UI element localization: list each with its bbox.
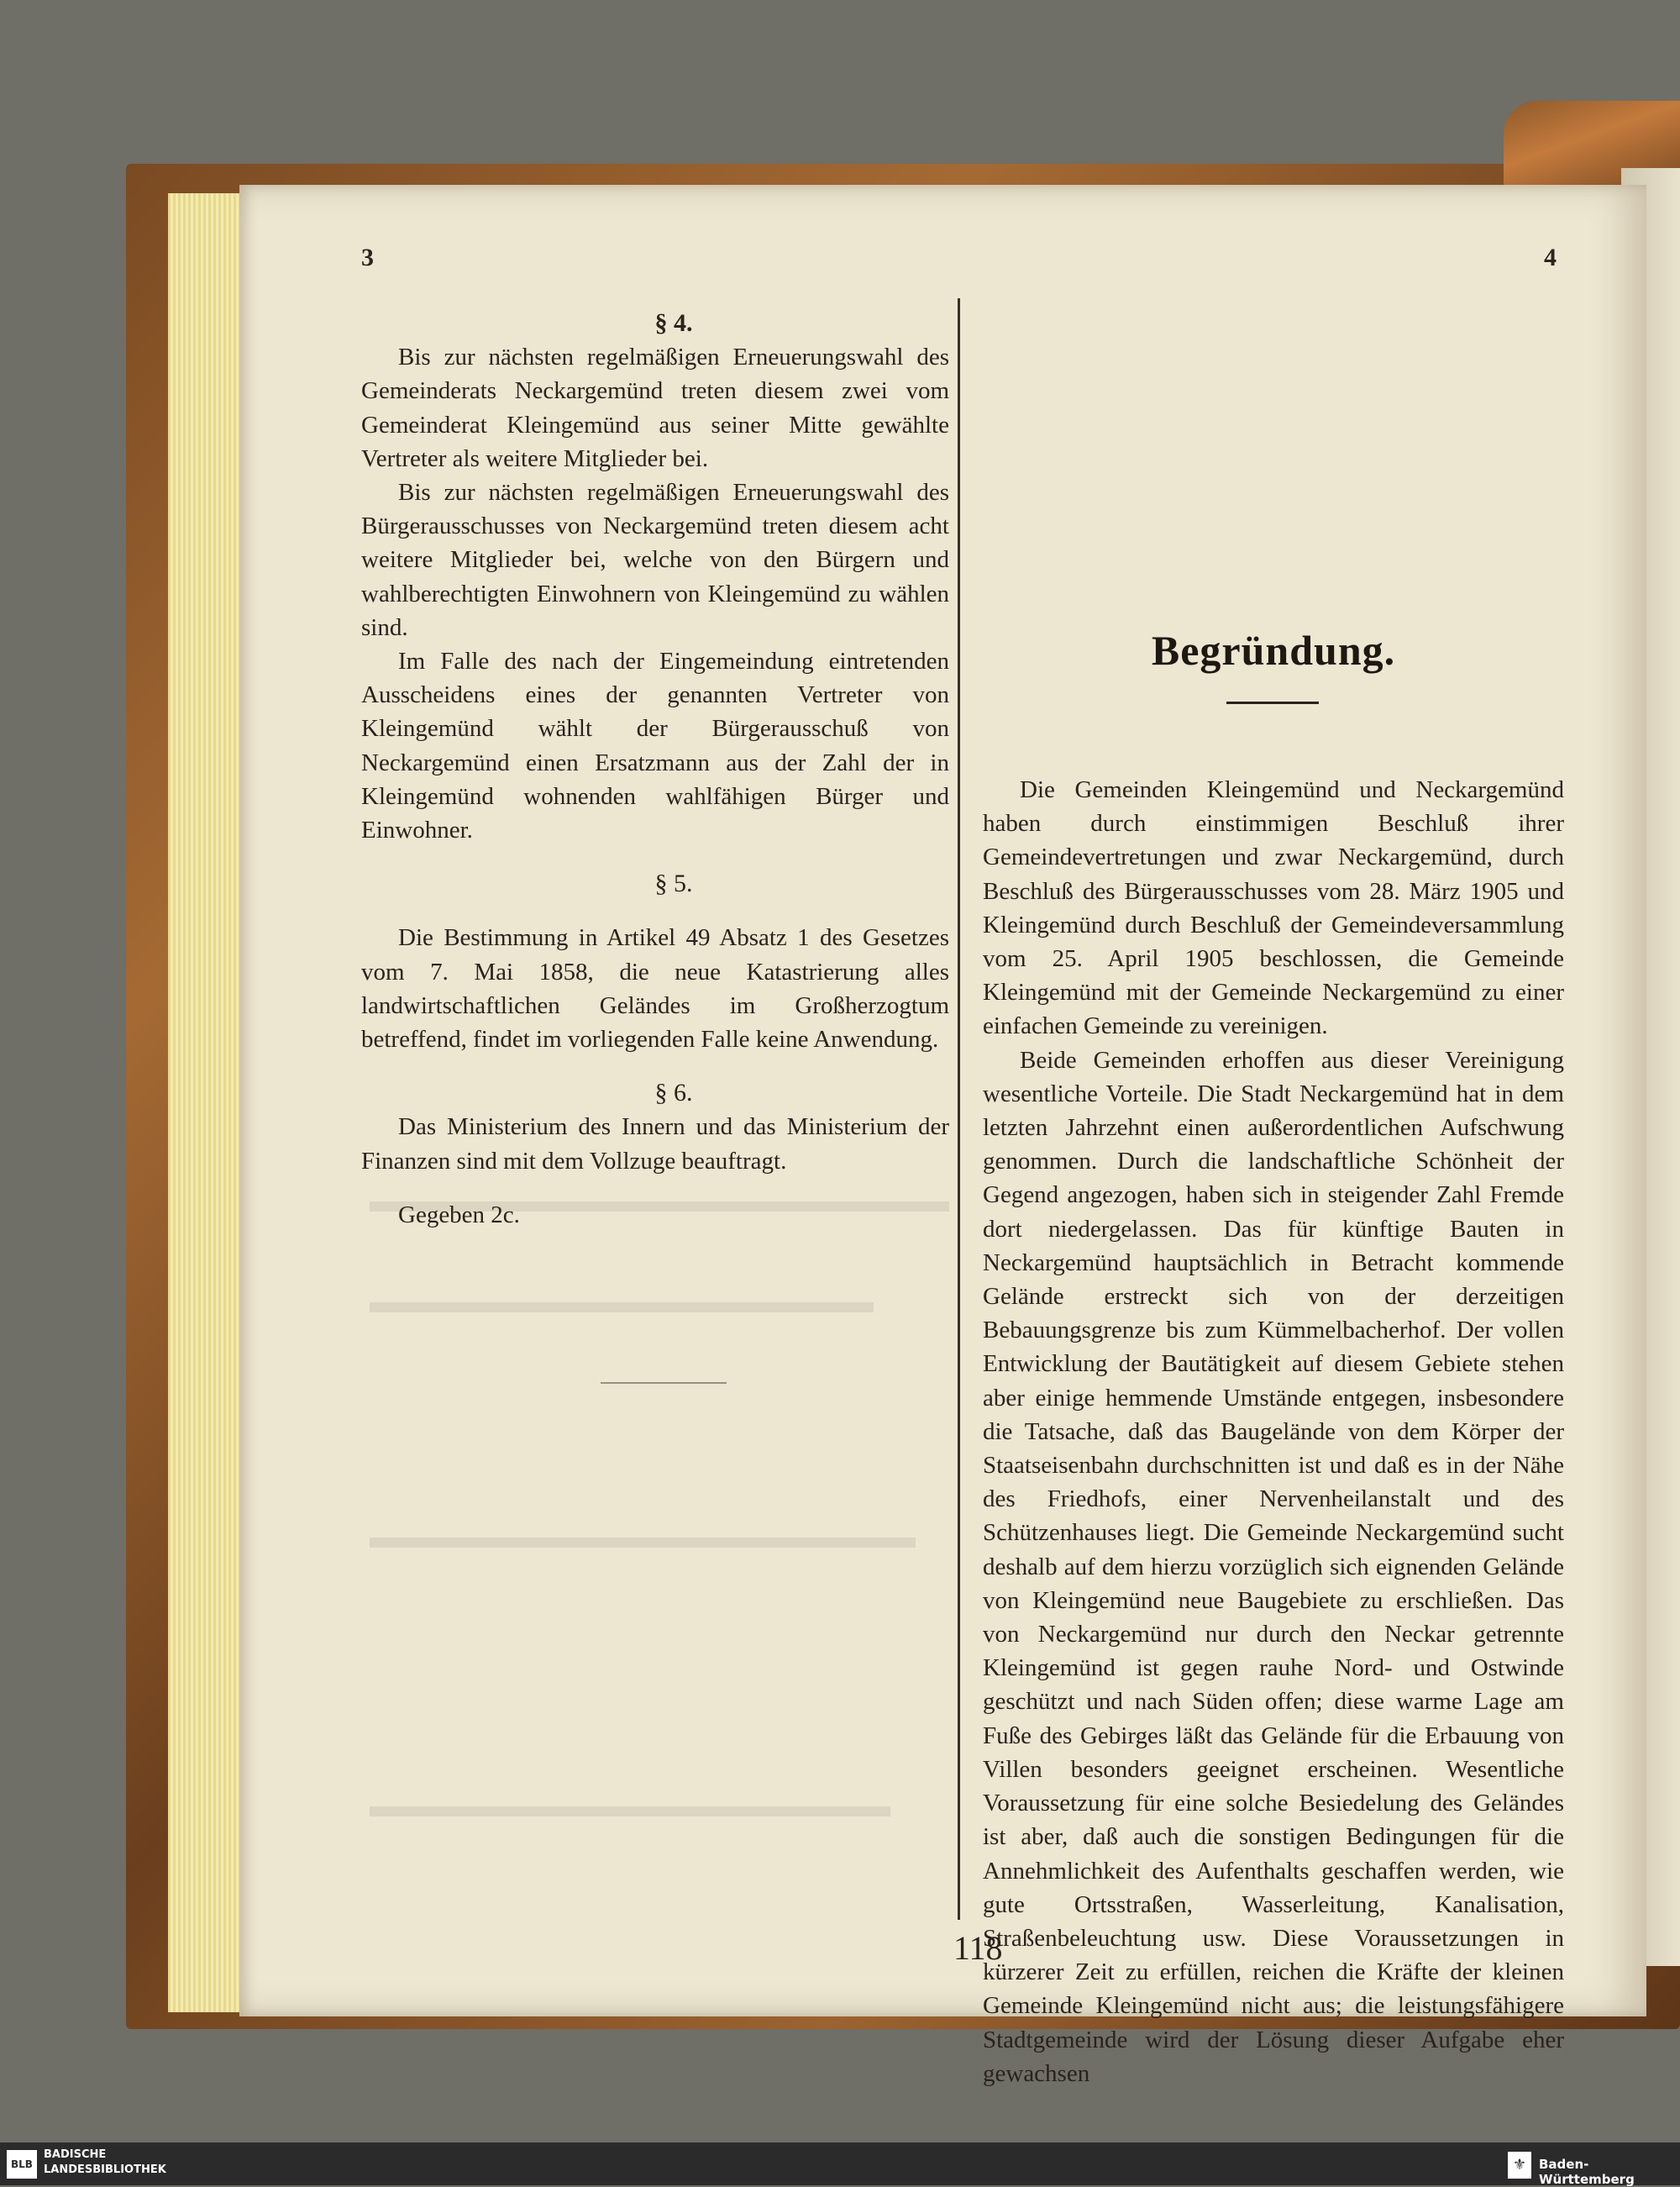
given-line: Gegeben 2c. bbox=[398, 1201, 520, 1228]
folio-number: 118 bbox=[953, 1929, 1003, 1967]
spacer bbox=[361, 847, 949, 867]
section-4-paragraph-1: Bis zur nächsten regelmäßigen Erneuerungswahl des Gemeinderats Neckargemünd treten diesem zwei vom Gemeinderat Kleingemünd aus seiner Mitte gewählte Vertreter als weitere Mitglieder bei. bbox=[361, 344, 949, 472]
section-6-heading: § 6. bbox=[654, 1079, 693, 1107]
section-4-heading: § 4. bbox=[654, 309, 693, 337]
right-column bbox=[983, 773, 1564, 2090]
section-5-heading: § 5. bbox=[654, 870, 693, 898]
library-name-line-1: BADISCHE bbox=[44, 2148, 107, 2161]
title-underline bbox=[1226, 702, 1319, 704]
spacer bbox=[361, 901, 949, 921]
bleed-through-mark bbox=[370, 1806, 890, 1816]
left-column bbox=[361, 307, 949, 1232]
section-4-paragraph-2: Bis zur nächsten regelmäßigen Erneuerungswahl des Bürgerausschusses von Neckargemünd treten diesem acht weitere Mitglieder bei, welche von den Bürgern und wahlberechtigten Einwohnern von Kleingemünd zu wählen sind. bbox=[361, 479, 949, 641]
column-divider bbox=[958, 298, 960, 1920]
spacer bbox=[361, 1056, 949, 1076]
state-name: Baden-Württemberg bbox=[1539, 2157, 1635, 2187]
library-name-line-2: LANDESBIBLIOTHEK bbox=[44, 2163, 166, 2176]
section-title: Begründung. bbox=[1151, 627, 1396, 674]
bleed-through-mark bbox=[370, 1302, 874, 1312]
section-4-paragraph-3: Im Falle des nach der Eingemeindung eintretenden Ausscheidens eines der genannten Vertreter von Kleingemünd wählt der Bürgerausschuß von Neckargemünd einen Ersatzmann aus der Zahl der in Kleingemünd wohnenden wahlfähigen Bürger und Einwohner. bbox=[361, 648, 949, 844]
justification-paragraph-1: Die Gemeinden Kleingemünd und Neckargemünd haben durch einstimmigen Beschluß ihrer Gemeindevertretungen und zwar Neckargemünd, durch Beschluß des Bürgerausschusses vom 28. März 1905 und Kleingemünd durch Beschluß der Gemeindeversammlung vom 25. April 1905 beschlossen, die Gemeinde Kleingemünd mit der Gemeinde Neckargemünd zu einer einfachen Gemeinde zu vereinigen. bbox=[983, 776, 1564, 1040]
library-name bbox=[44, 2148, 166, 2178]
spacer bbox=[361, 1178, 949, 1198]
justification-paragraph-2: Beide Gemeinden erhoffen aus dieser Vereinigung wesentliche Vorteile. Die Stadt Neckargemünd hat in dem letzten Jahrzehnt einen außerordentlichen Aufschwung genommen. Durch die landschaftliche Schönheit der Gegend angezogen, haben sich in steigender Zahl Fremde dort niedergelassen. Das für künftige Bauten in Neckargemünd hauptsächlich in Betracht kommende Gelände erstreckt sich von der derzeitigen Bebauungsgrenze bis zum Kümmelbacherhof. Der vollen Entwicklung der Bautätigkeit auf diesem Gebiete stehen aber einige hemmende Umstände entgegen, insbesondere die Tatsache, daß das Baugelände von dem Körper der Staatseisenbahn durchschnitten ist und daß es in der Nähe des Friedhofs, einer Nervenheilanstalt und des Schützenhauses liegt. Die Gemeinde Neckargemünd sucht deshalb auf dem hierzu vorzüglich sich eignenden Gelände von Kleingemünd neue Baugebiete zu erschließen. Das von Neckargemünd nur durch den Neckar getrennte Kleingemünd ist gegen rauhe Nord- und Ostwinde geschützt und nach Süden offen; diese warme Lage am Fuße des Gebirges läßt das Gelände für die Erbauung von Villen besonders geeignet erscheinen. Wesentliche Voraussetzung für eine solche Besiedelung des Geländes ist aber, daß auch die sonstigen Bedingungen für die Annehmlichkeit des Aufenthalts geschaffen werden, wie gute Ortsstraßen, Wasserleitung, Kanalisation, Straßenbeleuchtung usw. Diese Voraussetzungen in kürzerer Zeit zu erfüllen, reichen die Kräfte der kleinen Gemeinde Kleingemünd nicht aus; die leistungsfähigere Stadtgemeinde wird der Lösung dieser Aufgabe eher gewachsen bbox=[983, 1046, 1564, 2087]
section-6-paragraph-1: Das Ministerium des Innern und das Ministerium der Finanzen sind mit dem Vollzuge beauftragt. bbox=[361, 1113, 949, 1175]
footer-bar bbox=[0, 2142, 1680, 2185]
blb-logo-icon: BLB bbox=[7, 2150, 37, 2179]
state-coat-of-arms-icon: ⚜ bbox=[1508, 2152, 1531, 2179]
bleed-through-mark bbox=[370, 1538, 916, 1548]
left-page-number: 3 bbox=[361, 244, 374, 271]
section-5-paragraph-1: Die Bestimmung in Artikel 49 Absatz 1 des Gesetzes vom 7. Mai 1858, die neue Katastrierung alles landwirtschaftlichen Geländes im Großherzogtum betreffend, findet im vorliegenden Falle keine Anwendung. bbox=[361, 924, 949, 1054]
bleed-through-rule bbox=[601, 1382, 727, 1384]
right-page-number: 4 bbox=[1544, 244, 1557, 271]
